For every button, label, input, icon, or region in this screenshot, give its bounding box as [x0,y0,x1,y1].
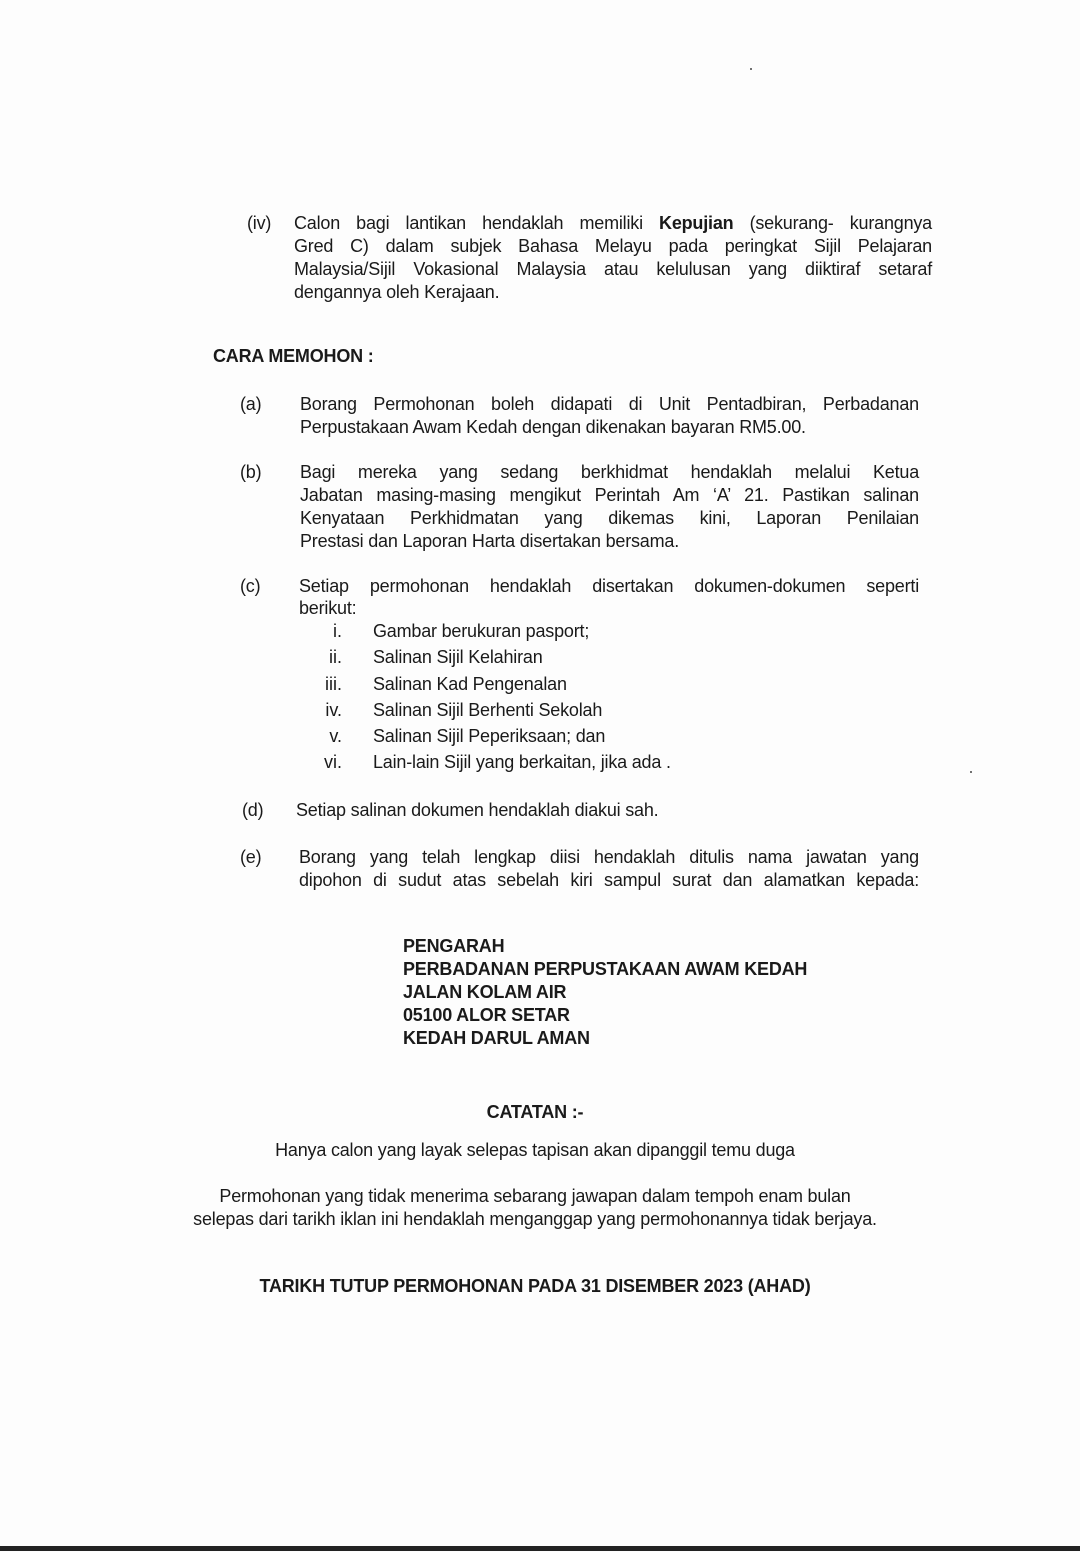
item-label: (d) [242,800,264,820]
item-line: Kenyataan Perkhidmatan yang dikemas kini, Laporan Penilaian [300,508,919,528]
note-text: Permohonan yang tidak menerima sebarang jawapan dalam tempoh enam bulan [219,1186,851,1206]
address-line: PENGARAH [403,936,505,956]
note-text: selepas dari tarikh iklan ini hendaklah menganggap yang permohonannya tidak berjaya. [193,1209,877,1229]
subitem-number: ii. [329,647,342,667]
address-line: PERBADANAN PERPUSTAKAAN AWAM KEDAH [403,959,808,979]
subitem-number: iii. [325,674,342,694]
item-label: (iv) [247,213,272,233]
item-iv-line [294,212,932,235]
scan-speck [750,68,752,70]
notes-heading: CATATAN :- [486,1102,584,1122]
subitem-text: Salinan Sijil Kelahiran [373,647,543,667]
item-line: Bagi mereka yang sedang berkhidmat hendaklah melalui Ketua [300,462,919,482]
item-label: (c) [240,576,261,596]
subitem-text: Lain-lain Sijil yang berkaitan, jika ada . [373,752,671,772]
item-iv-line: Gred C) dalam subjek Bahasa Melayu pada peringkat Sijil Pelajaran [294,236,932,256]
item-line: Borang yang telah lengkap diisi hendaklah ditulis nama jawatan yang [299,847,919,867]
section-heading: CARA MEMOHON : [213,346,374,366]
item-label: (b) [240,462,262,482]
address-line: KEDAH DARUL AMAN [403,1028,590,1048]
item-line: Perpustakaan Awam Kedah dengan dikenakan bayaran RM5.00. [300,417,806,437]
item-iv-line: dengannya oleh Kerajaan. [294,282,500,302]
item-line: Prestasi dan Laporan Harta disertakan bersama. [300,531,680,551]
subitem-number: iv. [325,700,342,720]
item-line: berikut: [299,598,357,618]
subitem-text: Salinan Sijil Berhenti Sekolah [373,700,603,720]
page-bottom-edge [0,1546,1080,1551]
subitem-text: Gambar berukuran pasport; [373,621,590,641]
subitem-text: Salinan Sijil Peperiksaan; dan [373,726,606,746]
note-text: Hanya calon yang layak selepas tapisan akan dipanggil temu duga [275,1140,795,1160]
text: (sekurang- kurangnya [733,213,932,233]
item-label: (a) [240,394,262,414]
subitem-number: i. [333,621,342,641]
subitem-number: v. [329,726,342,746]
item-line: Jabatan masing-masing mengikut Perintah Am ‘A’ 21. Pastikan salinan [300,485,919,505]
item-line: Setiap salinan dokumen hendaklah diakui sah. [296,800,659,820]
address-line: JALAN KOLAM AIR [403,982,567,1002]
item-line: Setiap permohonan hendaklah disertakan dokumen-dokumen seperti [299,576,919,596]
item-iv-line: Malaysia/Sijil Vokasional Malaysia atau kelulusan yang diiktiraf setaraf [294,259,932,279]
item-line: Borang Permohonan boleh didapati di Unit Pentadbiran, Perbadanan [300,394,919,414]
subitem-number: vi. [324,752,342,772]
bold-text: Kepujian [659,213,734,233]
scan-speck [970,771,972,773]
item-label: (e) [240,847,262,867]
address-line: 05100 ALOR SETAR [403,1005,570,1025]
item-line: dipohon di sudut atas sebelah kiri sampul surat dan alamatkan kepada: [299,870,919,890]
closing-date: TARIKH TUTUP PERMOHONAN PADA 31 DISEMBER 2023 (AHAD) [259,1276,811,1296]
subitem-text: Salinan Kad Pengenalan [373,674,567,694]
text: Calon bagi lantikan hendaklah memiliki [294,213,660,233]
